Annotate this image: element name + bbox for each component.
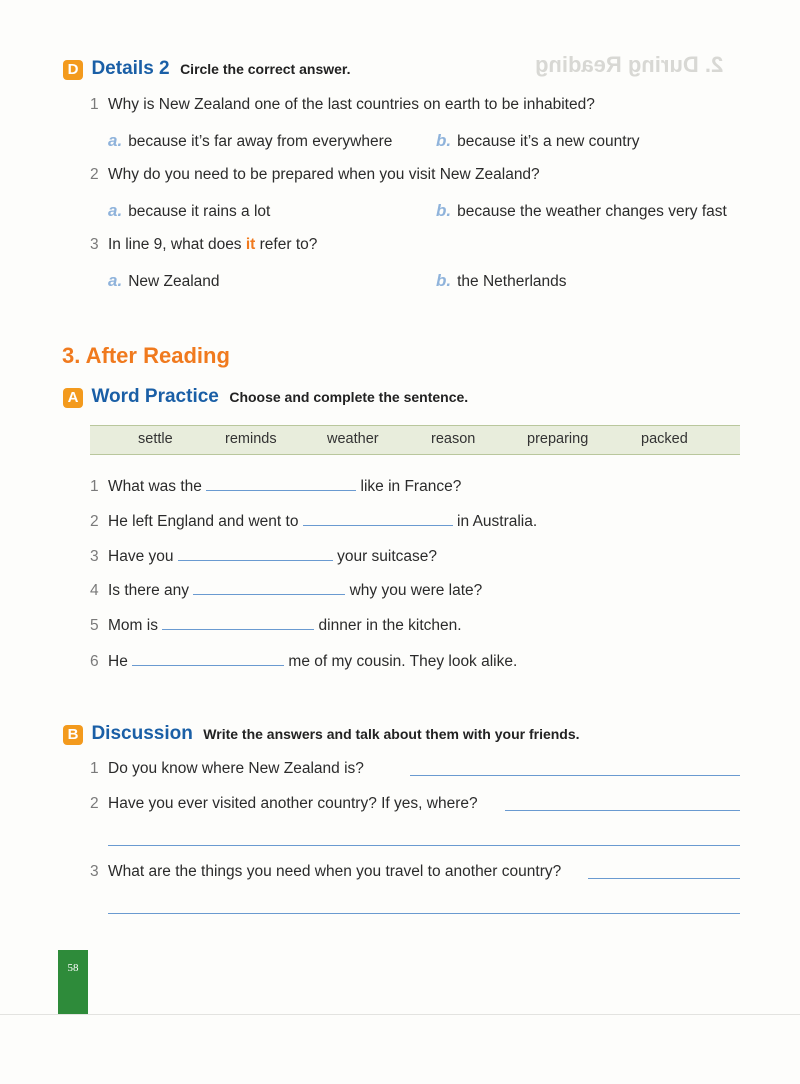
answer-blank[interactable] (178, 546, 333, 561)
details2-instruction: Circle the correct answer. (180, 61, 351, 77)
details2-title: Details 2 (91, 58, 170, 79)
word-bank-item: reason (431, 431, 476, 447)
option-letter-b: b. (436, 131, 452, 150)
sentence-text: like in France? (356, 478, 462, 495)
word-practice-header (63, 386, 468, 408)
section-badge-b: B (63, 725, 83, 745)
discussion-instruction: Write the answers and talk about them with your friends. (203, 726, 580, 742)
option-text: New Zealand (128, 273, 220, 290)
sentence-number: 5 (90, 617, 99, 634)
sentence-text: dinner in the kitchen. (314, 617, 462, 634)
bleed-through-text: 2. During Reading (535, 52, 724, 77)
word-bank-item: weather (327, 431, 379, 447)
details2-question-1 (90, 96, 595, 114)
details2-q1-option-b[interactable] (436, 131, 639, 151)
page-edge-divider (0, 1014, 800, 1015)
discussion-question-1 (90, 760, 364, 778)
question-text: In line 9, what does (108, 236, 246, 253)
details2-q2-option-a[interactable] (108, 201, 270, 221)
discussion-question-3 (90, 863, 561, 881)
option-text: because the weather changes very fast (457, 203, 727, 220)
question-number: 3 (90, 863, 99, 880)
details2-question-3 (90, 236, 317, 254)
sentence-number: 4 (90, 582, 99, 599)
word-practice-sentence-2 (90, 511, 537, 531)
answer-line[interactable] (108, 845, 740, 846)
sentence-text: me of my cousin. They look alike. (284, 653, 518, 670)
question-text: What are the things you need when you travel to another country? (108, 863, 562, 880)
answer-blank[interactable] (132, 651, 284, 666)
sentence-number: 1 (90, 478, 99, 495)
option-text: because it’s a new country (457, 133, 640, 150)
question-text: Why do you need to be prepared when you visit New Zealand? (108, 166, 540, 183)
question-keyword: it (245, 236, 256, 253)
word-practice-sentence-1 (90, 476, 461, 496)
option-text: because it’s far away from everywhere (128, 133, 393, 150)
discussion-header (63, 723, 580, 745)
word-bank-item: reminds (225, 431, 277, 447)
sentence-text: Mom is (108, 617, 163, 634)
word-practice-sentence-5 (90, 615, 462, 635)
details2-question-2 (90, 166, 540, 184)
answer-line[interactable] (410, 775, 740, 776)
sentence-text: why you were late? (345, 582, 483, 599)
answer-line[interactable] (505, 810, 740, 811)
word-practice-instruction: Choose and complete the sentence. (229, 389, 469, 405)
details2-q3-option-a[interactable] (108, 271, 220, 291)
word-bank (90, 425, 740, 455)
word-bank-item: preparing (527, 431, 589, 447)
section-badge-d: D (63, 60, 83, 80)
question-text: Have you ever visited another country? If yes, where? (108, 795, 478, 812)
answer-line[interactable] (108, 913, 740, 914)
details2-q1-option-a[interactable] (108, 131, 392, 151)
sentence-number: 6 (90, 653, 99, 670)
option-letter-a: a. (108, 271, 123, 290)
option-letter-a: a. (108, 131, 123, 150)
details2-q3-option-b[interactable] (436, 271, 567, 291)
option-letter-b: b. (436, 271, 452, 290)
question-text: refer to? (255, 236, 318, 253)
word-practice-sentence-3 (90, 546, 437, 566)
word-practice-sentence-4 (90, 580, 482, 600)
word-bank-item: settle (138, 431, 173, 447)
sentence-text: He (108, 653, 133, 670)
page-tab (58, 950, 88, 1014)
answer-blank[interactable] (303, 511, 453, 526)
option-text: the Netherlands (457, 273, 567, 290)
sentence-number: 3 (90, 548, 99, 565)
option-text: because it rains a lot (128, 203, 271, 220)
question-number: 2 (90, 166, 99, 183)
option-letter-b: b. (436, 201, 452, 220)
question-text: Do you know where New Zealand is? (108, 760, 364, 777)
word-bank-item: packed (641, 431, 688, 447)
answer-blank[interactable] (193, 580, 345, 595)
answer-line[interactable] (588, 878, 740, 879)
question-number: 3 (90, 236, 99, 253)
page-number: 58 (67, 962, 79, 974)
sentence-text: Have you (108, 548, 178, 565)
question-number: 2 (90, 795, 99, 812)
sentence-text: He left England and went to (108, 513, 303, 530)
discussion-title: Discussion (91, 723, 193, 744)
answer-blank[interactable] (162, 615, 314, 630)
question-number: 1 (90, 760, 99, 777)
sentence-number: 2 (90, 513, 99, 530)
answer-blank[interactable] (206, 476, 356, 491)
section-badge-a: A (63, 388, 83, 408)
sentence-text: in Australia. (452, 513, 538, 530)
question-text: Why is New Zealand one of the last countries on earth to be inhabited? (108, 96, 595, 113)
details2-header (63, 58, 350, 80)
after-reading-heading: 3. After Reading (62, 343, 230, 368)
word-practice-title: Word Practice (91, 386, 219, 407)
word-practice-sentence-6 (90, 651, 517, 671)
sentence-text: What was the (108, 478, 207, 495)
sentence-text: Is there any (108, 582, 194, 599)
option-letter-a: a. (108, 201, 123, 220)
question-number: 1 (90, 96, 99, 113)
sentence-text: your suitcase? (332, 548, 438, 565)
discussion-question-2 (90, 795, 478, 813)
details2-q2-option-b[interactable] (436, 201, 727, 221)
